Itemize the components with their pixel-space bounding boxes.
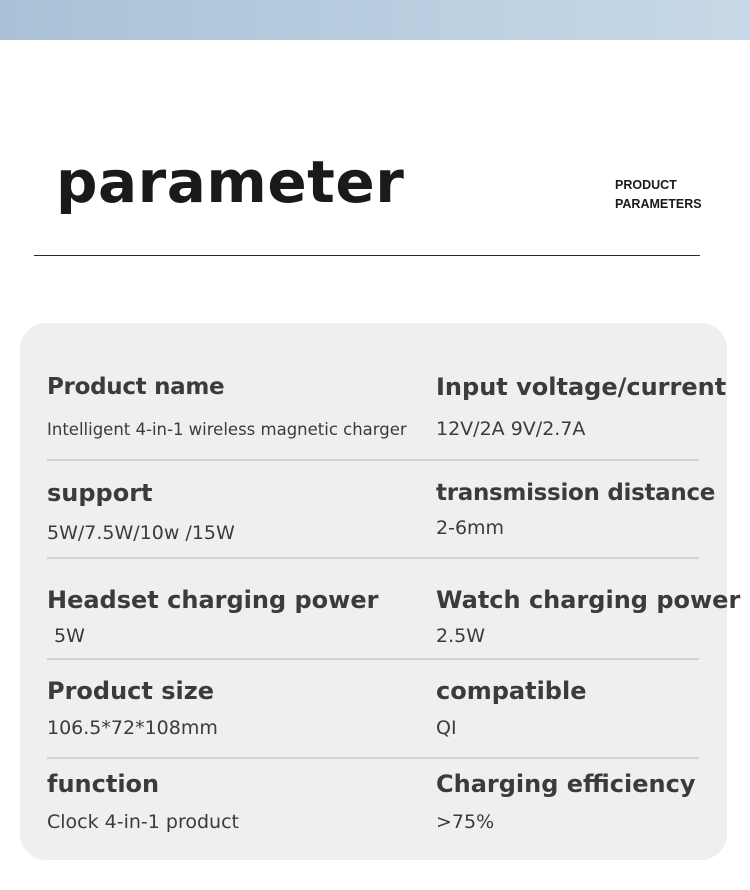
spec-value-charging-efficiency: >75% [436, 811, 495, 833]
spec-label-transmission-distance: transmission distance [436, 480, 716, 506]
spec-label-headset-power: Headset charging power [47, 586, 379, 614]
spec-label-function: function [47, 770, 160, 798]
spec-value-headset-power: 5W [54, 625, 85, 647]
row-divider [47, 557, 699, 559]
spec-label-product-size: Product size [47, 677, 214, 705]
spec-label-product-name: Product name [47, 374, 225, 400]
row-divider [47, 757, 699, 759]
spec-value-transmission-distance: 2-6mm [436, 517, 505, 539]
spec-value-function: Clock 4-in-1 product [47, 811, 239, 833]
spec-label-support: support [47, 479, 153, 507]
page-title: parameter [56, 148, 405, 216]
spec-value-input-voltage: 12V/2A 9V/2.7A [436, 418, 586, 440]
spec-value-watch-power: 2.5W [436, 625, 486, 647]
page-subtitle [615, 176, 702, 214]
subtitle-line-1: PRODUCT [615, 178, 677, 192]
row-divider [47, 459, 699, 461]
spec-value-support: 5W/7.5W/10w /15W [47, 522, 235, 544]
spec-value-compatible: QI [436, 717, 457, 739]
spec-label-input-voltage: Input voltage/current [436, 373, 727, 401]
row-divider [47, 658, 699, 660]
spec-label-charging-efficiency: Charging efficiency [436, 770, 696, 798]
header-divider [34, 255, 700, 256]
spec-label-compatible: compatible [436, 677, 587, 705]
top-banner [0, 0, 750, 40]
spec-label-watch-power: Watch charging power [436, 586, 741, 614]
subtitle-line-2: PARAMETERS [615, 197, 702, 211]
spec-value-product-size: 106.5*72*108mm [47, 717, 218, 739]
spec-value-product-name: Intelligent 4-in-1 wireless magnetic charger [47, 420, 407, 439]
